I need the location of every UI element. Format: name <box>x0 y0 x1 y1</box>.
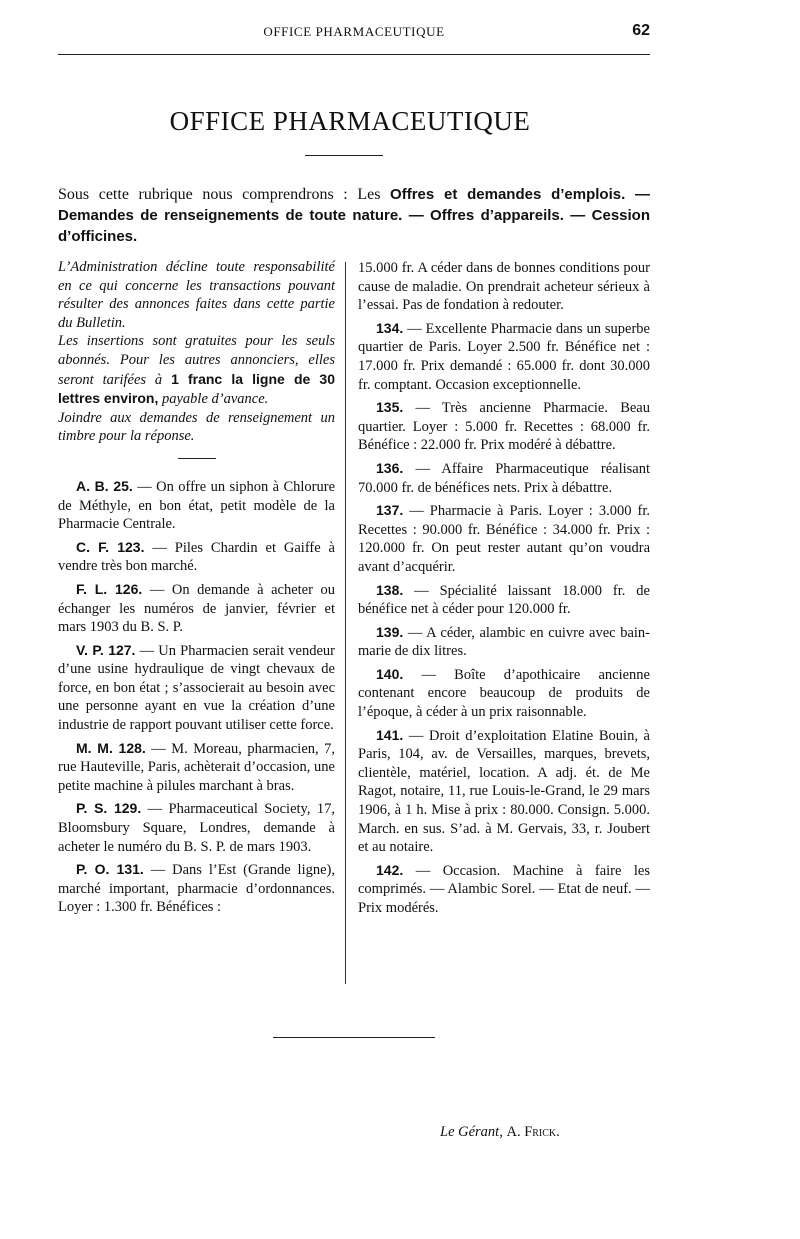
intro-plain: Sous cette rubrique nous comprendrons : Les <box>58 186 391 203</box>
classified-ad <box>358 398 650 455</box>
intro-categories: Offres et demandes d’emplois. — Demandes de renseignements de toute nature. — Offres d’appareils. — Cession d’officines. <box>58 186 651 245</box>
ad-text: — Pharmacie à Paris. Loyer : 3.000 fr. Recettes : 90.000 fr. Bénéfice : 34.000 fr. Prix : 120.000 fr. On peut rester autant qu’on voudra avant d’acquérir. <box>358 503 650 575</box>
ad-reference: 138. <box>376 581 404 598</box>
title-rule <box>305 155 383 156</box>
ad-reference: 142. <box>376 861 404 878</box>
ad-reference: 136. <box>376 459 404 476</box>
ad-reference: 137. <box>376 502 404 519</box>
ad-reference: P. O. 131. <box>76 861 144 878</box>
notice-rate-price: 1 franc la ligne de 30 lettres environ, <box>58 370 335 407</box>
signature-name: A. Frick. <box>506 1124 560 1140</box>
classified-ad <box>58 641 335 735</box>
classified-ad <box>358 258 650 315</box>
ad-text: — Droit d’exploitation Elatine Bouin, à Paris, 104, av. de Versailles, marques, brevets, clientèle, matériel, location. A adj. ét. de Me Ragot, notaire, 11, rue Louis-le-Grand, le 29 mars 1906, à 1 h. Mise à prix : 80.000. Consign. 5.000. March. en sus. S’ad. à M. Gervais, 33, r. Joubert et au notaire. <box>358 727 650 856</box>
ad-text: — Piles Chardin et Gaiffe à vendre très bon marché. <box>58 539 335 575</box>
classified-ad <box>58 477 335 534</box>
notice-rates-c: payable d’avance. <box>158 391 269 408</box>
classified-ad <box>58 538 335 576</box>
classified-ad <box>358 459 650 497</box>
ad-text: — Occasion. Machine à faire les comprimés. — Alambic Sorel. — Etat de neuf. — Prix modérés. <box>358 862 650 916</box>
classified-ad <box>358 861 650 918</box>
ad-text: — Excellente Pharmacie dans un superbe quartier de Paris. Loyer 2.500 fr. Bénéfice net : 17.000 fr. Prix demandé : 65.000 fr. dont 30.000 fr. comptant. Occasion exceptionnelle. <box>358 320 650 393</box>
running-title: OFFICE PHARMACEUTIQUE <box>263 24 445 39</box>
page-number: 62 <box>632 22 650 39</box>
column-divider <box>345 262 346 984</box>
section-title: OFFICE PHARMACEUTIQUE <box>169 106 531 136</box>
ad-reference: A. B. 25. <box>76 477 133 494</box>
notice-stamp: Joindre aux demandes de renseignement un timbre pour la réponse. <box>58 409 335 445</box>
running-head <box>58 24 650 44</box>
right-column <box>358 258 650 922</box>
classified-ad <box>358 319 650 394</box>
signature-title: Le Gérant, <box>440 1124 503 1140</box>
end-rule <box>273 1037 435 1038</box>
ad-text: — Boîte d’apothicaire ancienne contenant encore beaucoup de produits de l’époque, à céder à un prix raisonnable. <box>358 666 650 721</box>
ad-reference: 141. <box>376 726 404 743</box>
classified-ad <box>58 580 335 637</box>
notice-rule <box>178 458 216 459</box>
ad-text: — On demande à acheter ou échanger les numéros de janvier, février et mars 1903 du B. S. P. <box>58 581 336 636</box>
classified-ad <box>58 739 335 796</box>
classified-ad <box>358 726 650 857</box>
header-rule <box>58 54 650 55</box>
ad-reference: 139. <box>376 623 404 640</box>
ad-reference: C. F. 123. <box>76 538 145 555</box>
ad-reference: 135. <box>376 399 404 416</box>
ad-text: — Spécialité laissant 18.000 fr. de bénéfice net à céder pour 120.000 fr. <box>358 582 650 618</box>
administration-notice <box>58 258 335 446</box>
ad-text: — Pharmaceutical Society, 17, Bloomsbury Square, Londres, demande à acheter le numéro du B. S. P. de mars 1903. <box>58 801 335 855</box>
ad-text: — A céder, alambic en cuivre avec bain-marie de dix litres. <box>358 624 650 660</box>
ad-reference: 134. <box>376 319 404 336</box>
notice-rates <box>58 332 335 408</box>
ad-text: 15.000 fr. A céder dans de bonnes conditions pour cause de maladie. On prendrait acheteur sérieux à l’essai. Pas de fondation à redouter. <box>358 260 650 314</box>
ad-reference: V. P. 127. <box>76 641 136 658</box>
section-intro <box>58 184 650 247</box>
classified-ad <box>58 799 335 856</box>
ad-text: — Un Pharmacien serait vendeur d’une usine hydraulique de vingt chevaux de force, en bon état ; s’associerait au besoin avec une personne ayant en vue la création d’une industrie de rapport pouvant utiliser cette force. <box>58 642 335 734</box>
notice-disclaimer: L’Administration décline toute responsabilité en ce qui concerne les transactions pouvant résulter des annonces faites dans cette partie du Bulletin. <box>58 259 335 331</box>
classified-ad <box>358 665 650 722</box>
ad-reference: M. M. 128. <box>76 739 146 756</box>
ad-reference: P. S. 129. <box>76 800 142 817</box>
right-ad-list <box>358 258 650 918</box>
classified-ad <box>358 501 650 576</box>
classified-ad <box>358 581 650 619</box>
ad-reference: F. L. 126. <box>76 580 143 597</box>
notice-rates-a: Les insertions sont gratuites pour les seuls abonnés. Pour les autres annonciers, elles seront tarifées à <box>58 333 335 388</box>
ad-text: — On offre un siphon à Chlorure de Méthyle, en bon état, petit modèle de la Pharmacie Centrale. <box>58 478 336 533</box>
classified-ad <box>358 623 650 661</box>
ad-text: — Affaire Pharmaceutique réalisant 70.000 fr. de bénéfices nets. Prix à débattre. <box>358 460 650 496</box>
signature <box>440 1124 560 1141</box>
left-ad-list <box>58 477 335 917</box>
ad-text: — Très ancienne Pharmacie. Beau quartier. Loyer : 5.000 fr. Recettes : 68.000 fr. Bénéfice : 22.000 fr. Prix modéré à débattre. <box>358 400 650 454</box>
classified-ad <box>58 860 335 917</box>
ad-text: — Dans l’Est (Grande ligne), marché important, pharmacie d’ordonnances. Loyer : 1.300 fr. Bénéfices : <box>58 862 335 916</box>
left-column <box>58 258 335 921</box>
ad-text: — M. Moreau, pharmacien, 7, rue Hauteville, Paris, achèterait d’occasion, une petite machine à pilules marchant à bras. <box>58 740 335 794</box>
ad-reference: 140. <box>376 665 404 682</box>
